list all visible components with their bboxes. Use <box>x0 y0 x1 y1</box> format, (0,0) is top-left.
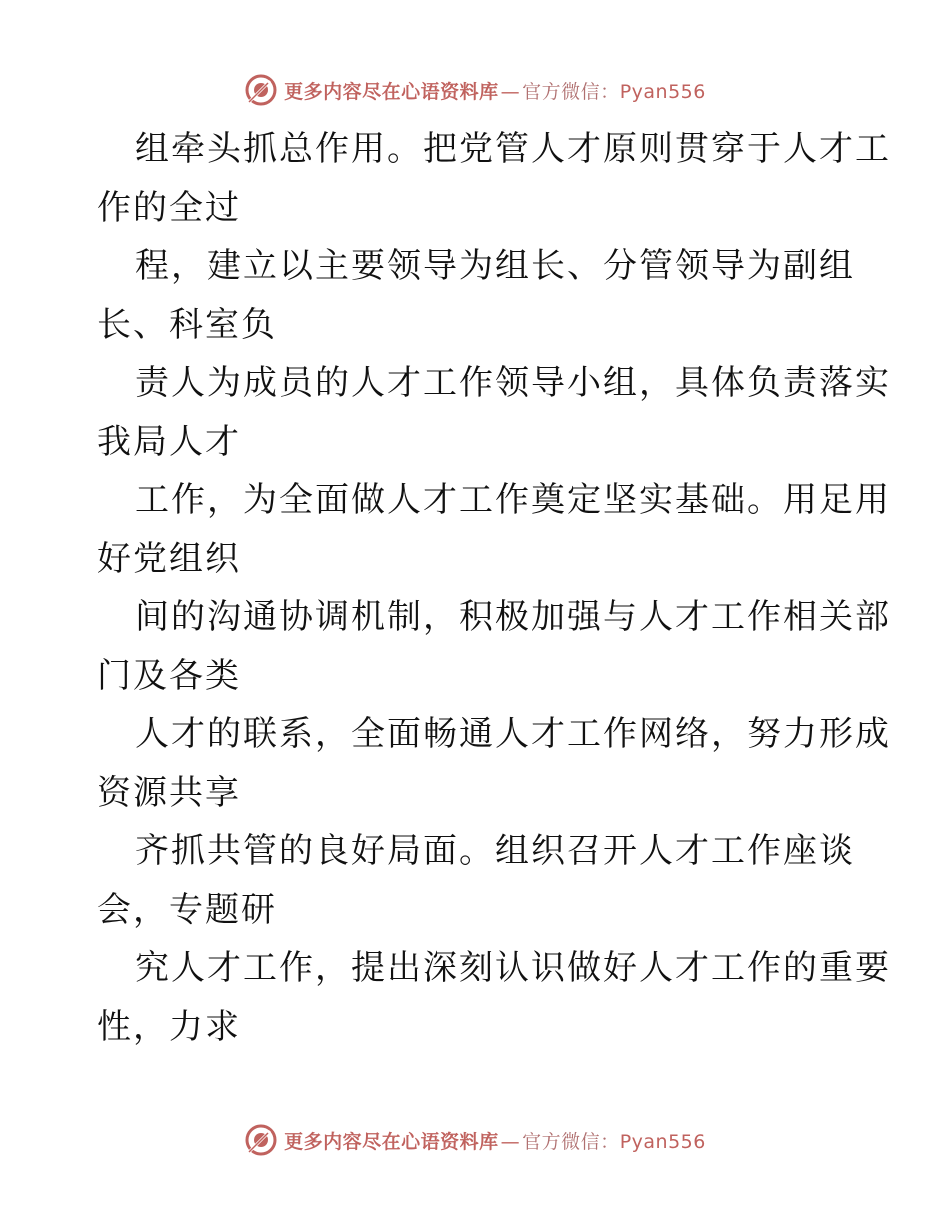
logo-icon <box>244 73 278 107</box>
document-body <box>97 120 891 1056</box>
header-banner-dash: — <box>500 80 521 103</box>
paragraph <box>97 120 891 237</box>
logo-icon <box>244 1123 278 1157</box>
paragraph-line: 工作，为全面做人才工作奠定坚实基础。用足用 <box>135 480 891 520</box>
header-banner <box>0 70 950 110</box>
paragraph-line: 组牵头抓总作用。把党管人才原则贯穿于人才工 <box>135 129 891 169</box>
paragraph-line: 程，建立以主要领导为组长、分管领导为副组 <box>135 246 855 286</box>
header-banner-wechat-id: Pyan556 <box>619 80 706 103</box>
paragraph <box>97 705 891 822</box>
footer-banner-label: 官方微信： <box>522 1130 620 1153</box>
paragraph-line: 我局人才 <box>97 421 241 462</box>
paragraph-line: 好党组织 <box>97 538 241 579</box>
footer-banner-text <box>284 1127 706 1154</box>
footer-banner-title: 更多内容尽在心语资料库 <box>284 1130 499 1153</box>
paragraph-line: 资源共享 <box>97 772 241 813</box>
paragraph <box>97 237 857 354</box>
paragraph-line: 作的全过 <box>97 187 241 228</box>
paragraph-line: 人才的联系，全面畅通人才工作网络，努力形成 <box>135 714 891 754</box>
footer-banner <box>0 1120 950 1160</box>
header-banner-text <box>284 77 706 104</box>
paragraph <box>97 939 891 1056</box>
paragraph-line: 究人才工作，提出深刻认识做好人才工作的重要 <box>135 948 891 988</box>
paragraph-line: 长、科室负 <box>97 304 277 345</box>
header-banner-label: 官方微信： <box>522 80 620 103</box>
paragraph-line: 会，专题研 <box>97 889 277 930</box>
header-banner-title: 更多内容尽在心语资料库 <box>284 80 499 103</box>
footer-banner-wechat-id: Pyan556 <box>619 1130 706 1153</box>
footer-banner-dash: — <box>500 1130 521 1153</box>
paragraph-line: 间的沟通协调机制，积极加强与人才工作相关部 <box>135 597 891 637</box>
paragraph <box>97 588 891 705</box>
paragraph-line: 责人为成员的人才工作领导小组，具体负责落实 <box>135 363 891 403</box>
paragraph-line: 性，力求 <box>97 1006 241 1047</box>
paragraph <box>97 354 891 471</box>
paragraph-line: 门及各类 <box>97 655 241 696</box>
paragraph <box>97 471 891 588</box>
paragraph <box>97 822 857 939</box>
paragraph-line: 齐抓共管的良好局面。组织召开人才工作座谈 <box>135 831 855 871</box>
